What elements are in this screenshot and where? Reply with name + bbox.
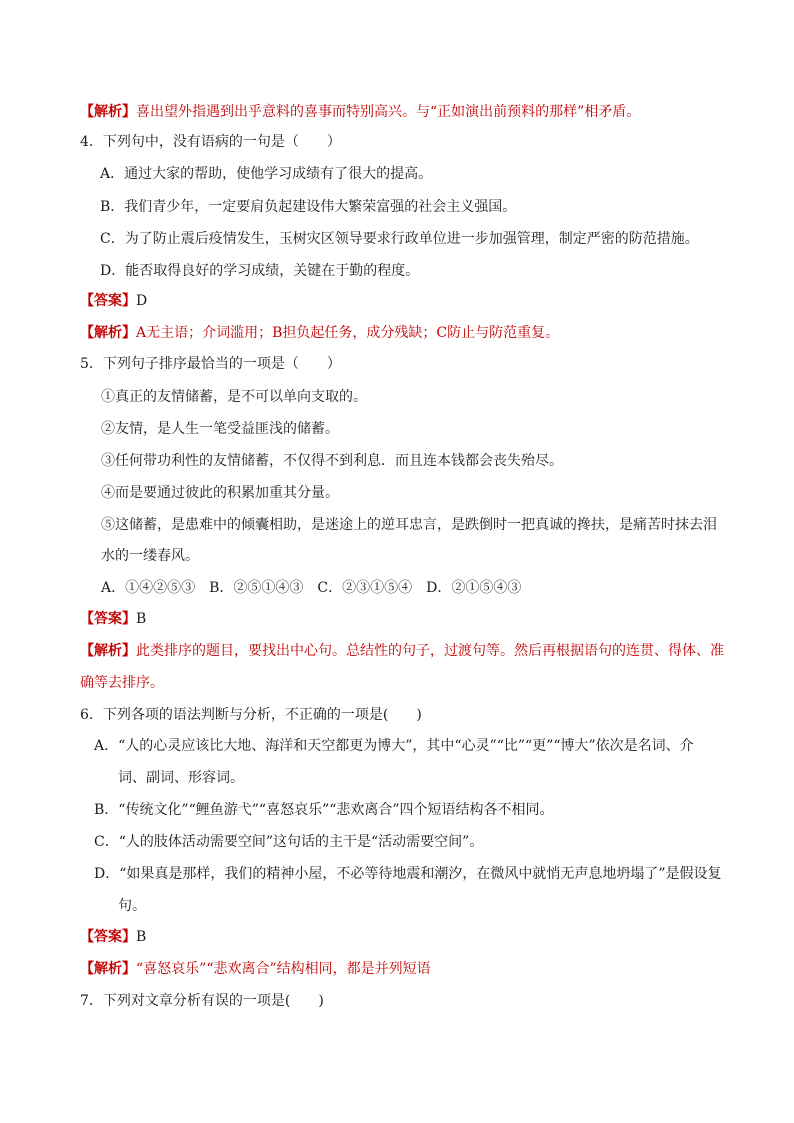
answer-line-q5: [80, 609, 146, 629]
sentence-5-line-1: ⑤这储蓄，是患难中的倾囊相助，是迷途上的逆耳忠言，是跌倒时一把真诚的搀扶，是痛苦时抹去泪: [101, 517, 717, 533]
sentence-2: ②友情，是人生一笔受益匪浅的储蓄。: [101, 421, 339, 437]
answer-tag: 【答案】: [80, 929, 136, 945]
sentence-4: ④而是要通过彼此的积累加重其分量。: [101, 485, 339, 501]
analysis-text: A无主语；介词滥用；B担负起任务，成分残缺；C防止与防范重复。: [136, 325, 560, 341]
question-5: 5．下列句子排序最恰当的一项是（ ）: [80, 356, 341, 372]
question-6-option-a-line-1: A．“人的心灵应该比大地、海洋和天空都更为博大”，其中“心灵”“比”“更”“博大”依次是名词、介: [94, 738, 694, 754]
question-4: 4．下列句中，没有语病的一句是（ ）: [80, 134, 341, 150]
question-5-options: A．①④②⑤③ B．②⑤①④③ C．②③①⑤④ D．②①⑤④③: [101, 580, 522, 596]
analysis-tag: 【解析】: [80, 325, 136, 341]
answer-line-q4: [80, 291, 147, 311]
analysis-line-q6: [80, 959, 431, 979]
analysis-text: “喜怒哀乐”“悲欢离合”结构相同，都是并列短语: [136, 961, 431, 977]
question-4-option-b: B．我们青少年，一定要肩负起建设伟大繁荣富强的社会主义强国。: [100, 199, 517, 215]
sentence-5-line-2: 水的一缕春风。: [101, 548, 199, 564]
question-6-option-c: C．“人的肢体活动需要空间”这句话的主干是“活动需要空间”。: [94, 834, 484, 850]
answer-value: D: [136, 293, 148, 309]
question-7: 7．下列对文章分析有误的一项是( ): [80, 993, 324, 1009]
answer-tag: 【答案】: [80, 293, 136, 309]
question-4-option-d: D．能否取得良好的学习成绩，关键在于勤的程度。: [100, 263, 420, 279]
analysis-line-q4: [80, 323, 559, 343]
analysis-tag: 【解析】: [80, 643, 136, 659]
analysis-text-continued: 确等去排序。: [80, 675, 164, 691]
sentence-3: ③任何带功利性的友情储蓄，不仅得不到利息．而且连本钱都会丧失殆尽。: [101, 453, 563, 469]
analysis-line-q5-2: [80, 673, 164, 693]
answer-value: B: [136, 611, 147, 627]
question-6: 6．下列各项的语法判断与分析，不正确的一项是( ): [80, 707, 422, 723]
question-6-option-a-line-2: 词、副词、形容词。: [118, 770, 244, 786]
question-6-option-b: B．“传统文化”“鲤鱼游弋”“喜怒哀乐”“悲欢离合”四个短语结构各不相同。: [94, 802, 554, 818]
question-4-option-a: A．通过大家的帮助，使他学习成绩有了很大的提高。: [100, 166, 433, 182]
answer-tag: 【答案】: [80, 611, 136, 627]
answer-value: B: [136, 929, 147, 945]
analysis-text: 此类排序的题目，要找出中心句。总结性的句子，过渡句等。然后再根据语句的连贯、得体、准: [136, 643, 724, 659]
analysis-tag: 【解析】: [80, 104, 136, 120]
analysis-text: 喜出望外指遇到出乎意料的喜事而特别高兴。与“正如演出前预料的那样”相矛盾。: [136, 104, 641, 120]
analysis-line-q3: [80, 102, 640, 122]
answer-line-q6: [80, 927, 146, 947]
analysis-line-q5-1: [80, 641, 724, 661]
question-4-option-c: C．为了防止震后疫情发生，玉树灾区领导要求行政单位进一步加强管理，制定严密的防范措施。: [100, 231, 699, 247]
analysis-tag: 【解析】: [80, 961, 136, 977]
sentence-1: ①真正的友情储蓄，是不可以单向支取的。: [101, 389, 367, 405]
question-6-option-d-line-1: D．“如果真是那样，我们的精神小屋，不必等待地震和潮汐，在微风中就悄无声息地坍塌了”是假设复: [94, 866, 722, 882]
question-6-option-d-line-2: 句。: [118, 898, 146, 914]
